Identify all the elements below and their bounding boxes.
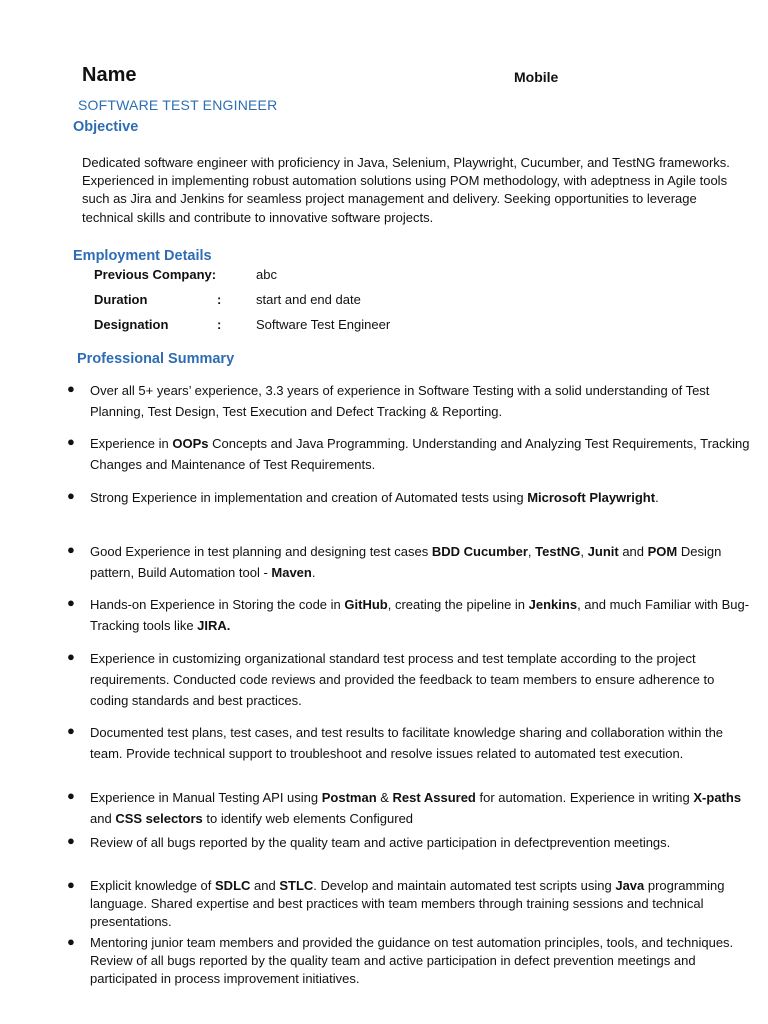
summary-heading: Professional Summary bbox=[77, 351, 235, 367]
summary-item: Experience in OOPs Concepts and Java Programming. Understanding and Analyzing Test Requirements, Tracking Changes and Maintenance of Test Requirements. bbox=[90, 436, 750, 472]
bold-term: GitHub bbox=[344, 597, 388, 612]
job-title: SOFTWARE TEST ENGINEER bbox=[78, 97, 278, 113]
bullet-icon: ● bbox=[67, 381, 75, 396]
bold-term: Postman bbox=[321, 790, 377, 805]
bullet-icon: ● bbox=[67, 595, 75, 610]
bullet-icon: ● bbox=[67, 934, 75, 949]
bold-term: BDD Cucumber bbox=[431, 544, 528, 559]
bold-term: CSS selectors bbox=[115, 811, 203, 826]
employment-row-designation bbox=[94, 317, 514, 335]
employment-label: Duration bbox=[94, 292, 148, 307]
bullet-icon: ● bbox=[67, 788, 75, 803]
bold-term: Java bbox=[615, 878, 645, 893]
bullet-icon: ● bbox=[67, 877, 75, 892]
objective-text: Dedicated software engineer with proficiency in Java, Selenium, Playwright, Cucumber, and TestNG frameworks. Experienced in implementing robust automation solutions using POM methodology, with adeptness in Agile tools such as Jira and Jenkins for seamless project management and delivery. Seeking opportunities to leverage technical skills and contribute to innovative software projects. bbox=[82, 155, 730, 225]
summary-item: Hands-on Experience in Storing the code in GitHub, creating the pipeline in Jenkins, and much Familiar with Bug-Tracking tools like JIRA. bbox=[90, 597, 750, 633]
bold-term: Microsoft Playwright bbox=[527, 490, 656, 505]
mobile-label: Mobile bbox=[514, 69, 559, 85]
bullet-icon: ● bbox=[67, 434, 75, 449]
summary-item: Explicit knowledge of SDLC and STLC. Develop and maintain automated test scripts using Java programming language. Shared expertise and best practices with team members through training sessions and technical presentations. bbox=[90, 878, 725, 930]
summary-item: Review of all bugs reported by the quality team and active participation in defectprevention meetings. bbox=[90, 835, 671, 850]
summary-item: Strong Experience in implementation and creation of Automated tests using Microsoft Playwright. bbox=[90, 490, 659, 505]
bullet-icon: ● bbox=[67, 833, 75, 848]
bold-term: POM bbox=[647, 544, 678, 559]
employment-label: Previous Company: bbox=[94, 267, 217, 282]
objective-heading: Objective bbox=[73, 119, 139, 135]
bullet-icon: ● bbox=[67, 488, 75, 503]
bold-term: SDLC bbox=[215, 878, 251, 893]
bold-term: STLC bbox=[279, 878, 314, 893]
employment-value: Software Test Engineer bbox=[256, 317, 391, 332]
bold-term: JIRA. bbox=[197, 618, 231, 633]
summary-item: Experience in Manual Testing API using Postman & Rest Assured for automation. Experience in writing X-paths and CSS selectors to identify web elements Configured bbox=[90, 790, 742, 826]
employment-heading: Employment Details bbox=[73, 248, 212, 264]
bold-term: Maven bbox=[271, 565, 312, 580]
employment-value: start and end date bbox=[256, 292, 361, 307]
bullet-icon: ● bbox=[67, 723, 75, 738]
employment-colon: : bbox=[217, 317, 222, 332]
summary-item: Experience in customizing organizational standard test process and test template according to the project requirements. Conducted code reviews and provided the feedback to team members to ensure adherence to coding standards and best practices. bbox=[90, 651, 715, 708]
bullet-icon: ● bbox=[67, 542, 75, 557]
employment-label: Designation bbox=[94, 317, 169, 332]
summary-item: Over all 5+ years’ experience, 3.3 years of experience in Software Testing with a solid understanding of Test Planning, Test Design, Test Execution and Defect Tracking & Reporting. bbox=[90, 383, 710, 419]
bold-term: OOPs bbox=[172, 436, 209, 451]
summary-item: Good Experience in test planning and designing test cases BDD Cucumber, TestNG, Junit and POM Design pattern, Build Automation tool - Maven. bbox=[90, 544, 722, 580]
employment-value: abc bbox=[256, 267, 277, 282]
bold-term: X-paths bbox=[693, 790, 742, 805]
bold-term: TestNG bbox=[535, 544, 581, 559]
bold-term: Rest Assured bbox=[392, 790, 476, 805]
employment-colon: : bbox=[217, 292, 222, 307]
summary-item: Documented test plans, test cases, and test results to facilitate knowledge sharing and collaboration within the team. Provide technical support to troubleshoot and resolve issues related to automated test execution. bbox=[90, 725, 724, 761]
bold-term: Jenkins bbox=[528, 597, 578, 612]
employment-row-company bbox=[94, 267, 514, 285]
bullet-icon: ● bbox=[67, 649, 75, 664]
bold-term: Junit bbox=[587, 544, 619, 559]
employment-row-duration bbox=[94, 292, 514, 310]
candidate-name: Name bbox=[82, 64, 137, 86]
summary-item: Mentoring junior team members and provided the guidance on test automation principles, tools, and techniques. Review of all bugs reported by the quality team and active participation in defect prevention meetings and participated in process improvement initiatives. bbox=[90, 935, 734, 987]
